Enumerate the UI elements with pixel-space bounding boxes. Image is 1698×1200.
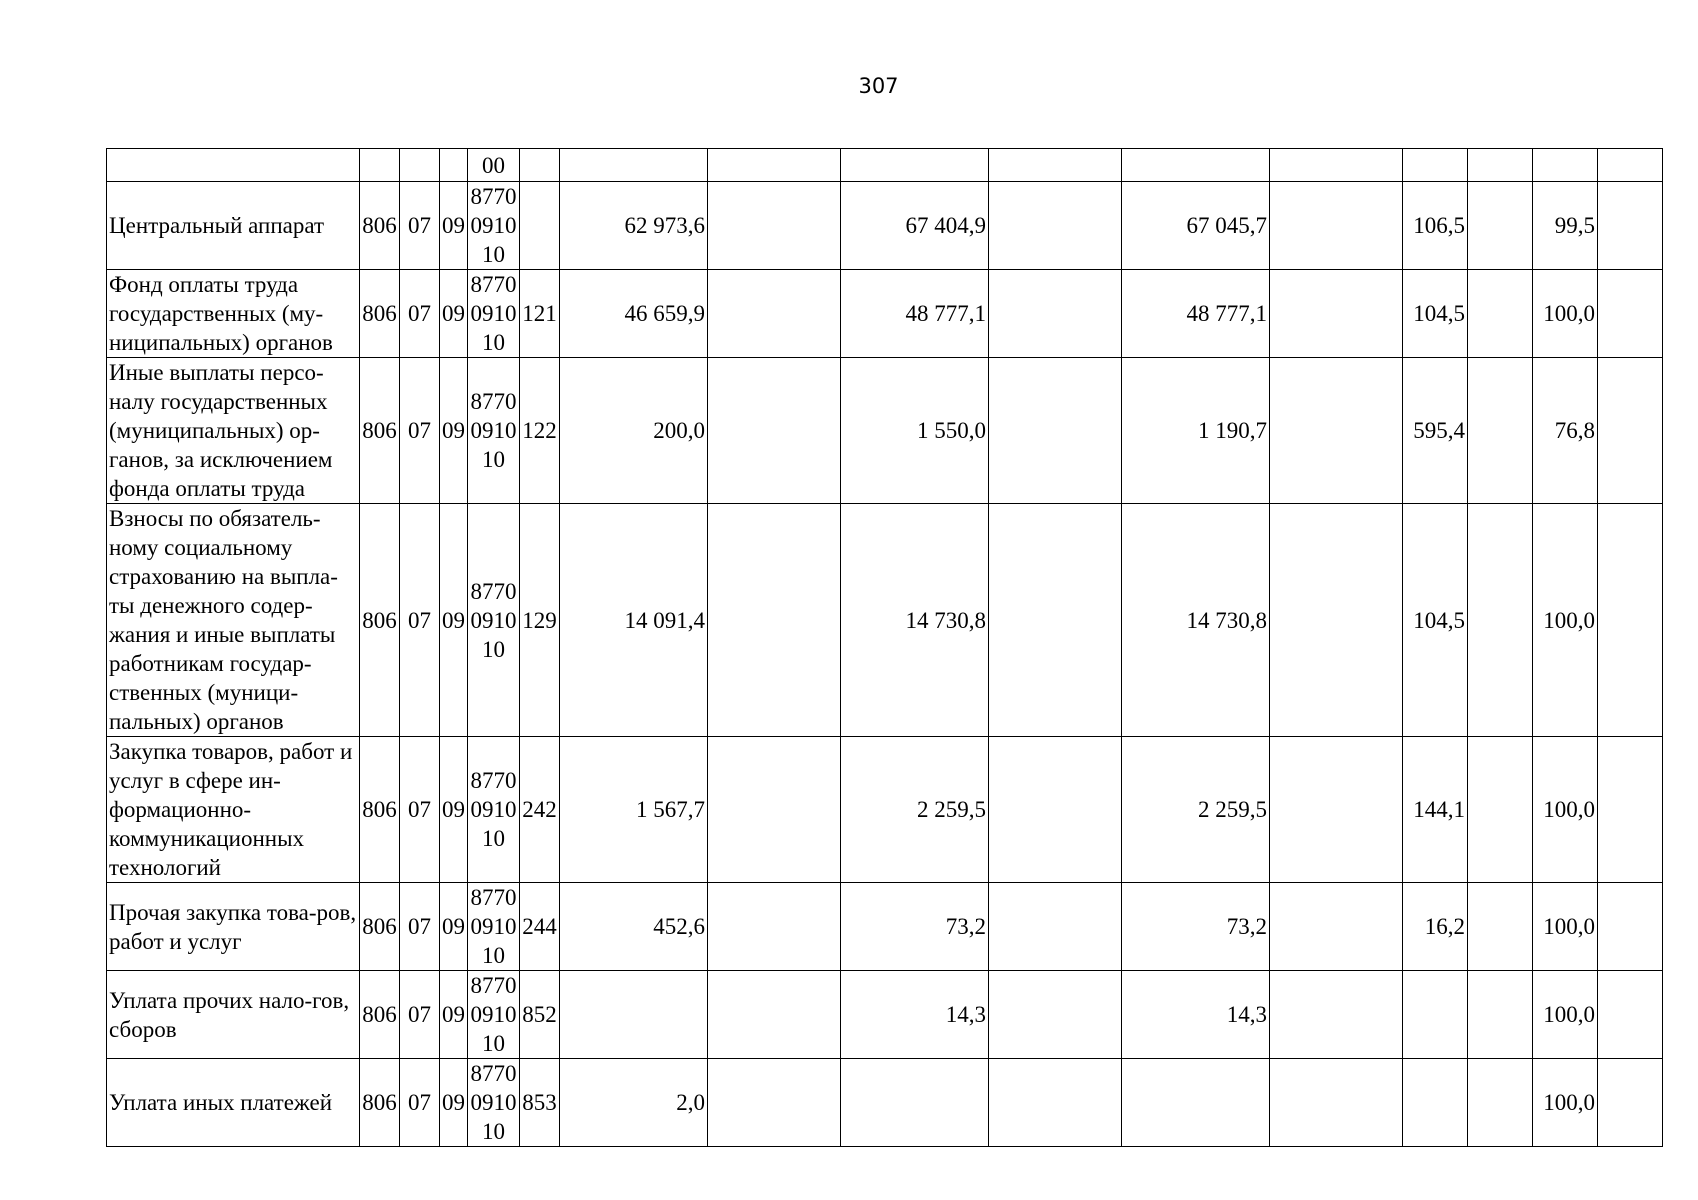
cell-value-3: [1122, 1059, 1270, 1147]
cell-spacer-3: [1270, 971, 1403, 1059]
csr-line: 8770: [470, 768, 517, 793]
cell-rz: 07: [400, 1059, 440, 1147]
cell-name: Закупка товаров, работ и услуг в сфере ин-формационно-коммуникационных технологий: [107, 737, 360, 883]
csr-line: 10: [482, 636, 505, 662]
cell-vr: 852: [520, 971, 560, 1059]
cell-spacer-2: [989, 149, 1122, 182]
csr-line: 0910: [470, 418, 517, 443]
cell-spacer-3: [1270, 737, 1403, 883]
cell-csr: [468, 504, 520, 737]
cell-value-1: 452,6: [560, 883, 708, 971]
cell-value-2: 14 730,8: [841, 504, 989, 737]
cell-vr: 242: [520, 737, 560, 883]
cell-pr: 09: [440, 358, 468, 504]
cell-value-1: [560, 149, 708, 182]
cell-name: Иные выплаты персо-налу государственных (муниципальных) ор-ганов, за исключением фонда оплаты труда: [107, 358, 360, 504]
cell-pr: 09: [440, 182, 468, 270]
cell-spacer-5: [1598, 1059, 1663, 1147]
table-row: [107, 270, 1663, 358]
table-row: [107, 737, 1663, 883]
table-row: [107, 883, 1663, 971]
cell-value-3: 48 777,1: [1122, 270, 1270, 358]
cell-vr: [520, 182, 560, 270]
cell-name: Фонд оплаты труда государственных (му-ниципальных) органов: [107, 270, 360, 358]
cell-spacer-3: [1270, 1059, 1403, 1147]
csr-line: 0910: [470, 797, 517, 822]
cell-spacer-1: [708, 358, 841, 504]
csr-line: 10: [482, 1031, 505, 1056]
cell-spacer-1: [708, 1059, 841, 1147]
csr-line: 0910: [470, 1002, 517, 1027]
cell-spacer-3: [1270, 270, 1403, 358]
cell-value-1: 200,0: [560, 358, 708, 504]
cell-spacer-1: [708, 504, 841, 737]
cell-percent-1: [1403, 1059, 1468, 1147]
csr-line: 0910: [470, 1090, 517, 1115]
cell-spacer-2: [989, 504, 1122, 737]
cell-spacer-4: [1468, 1059, 1533, 1147]
cell-spacer-4: [1468, 883, 1533, 971]
cell-value-3: 2 259,5: [1122, 737, 1270, 883]
cell-value-1: 1 567,7: [560, 737, 708, 883]
cell-value-3: 14 730,8: [1122, 504, 1270, 737]
csr-line: 8770: [470, 272, 517, 297]
cell-name: Уплата иных платежей: [107, 1059, 360, 1147]
cell-csr: [468, 358, 520, 504]
cell-percent-2: 76,8: [1533, 358, 1598, 504]
cell-csr: [468, 883, 520, 971]
cell-value-2: 73,2: [841, 883, 989, 971]
csr-line: 10: [482, 1119, 505, 1144]
csr-line: 10: [482, 943, 505, 968]
cell-percent-2: 100,0: [1533, 883, 1598, 971]
cell-spacer-1: [708, 971, 841, 1059]
cell-ved: 806: [360, 971, 400, 1059]
cell-percent-1: [1403, 149, 1468, 182]
cell-value-3: 67 045,7: [1122, 182, 1270, 270]
cell-rz: 07: [400, 182, 440, 270]
cell-spacer-5: [1598, 971, 1663, 1059]
cell-name: Уплата прочих нало-гов, сборов: [107, 971, 360, 1059]
cell-spacer-4: [1468, 270, 1533, 358]
cell-spacer-4: [1468, 737, 1533, 883]
cell-rz: 07: [400, 971, 440, 1059]
cell-spacer-1: [708, 149, 841, 182]
cell-value-2: 14,3: [841, 971, 989, 1059]
csr-line: 10: [482, 447, 505, 472]
cell-spacer-3: [1270, 883, 1403, 971]
cell-value-1: 62 973,6: [560, 182, 708, 270]
cell-vr: 244: [520, 883, 560, 971]
cell-percent-1: [1403, 971, 1468, 1059]
cell-csr: [468, 182, 520, 270]
cell-pr: 09: [440, 1059, 468, 1147]
cell-pr: [440, 149, 468, 182]
cell-percent-1: 104,5: [1403, 270, 1468, 358]
cell-value-1: 14 091,4: [560, 504, 708, 737]
cell-spacer-3: [1270, 149, 1403, 182]
cell-ved: 806: [360, 1059, 400, 1147]
cell-value-3: 73,2: [1122, 883, 1270, 971]
cell-spacer-1: [708, 182, 841, 270]
csr-line: 8770: [470, 578, 517, 604]
page-number: 307: [858, 74, 899, 98]
csr-line: 0910: [470, 213, 517, 238]
cell-csr: [468, 1059, 520, 1147]
cell-spacer-4: [1468, 358, 1533, 504]
table-row: [107, 971, 1663, 1059]
csr-line: 10: [482, 330, 505, 355]
cell-value-3: 1 190,7: [1122, 358, 1270, 504]
table-row-continuation: [107, 149, 1663, 182]
csr-line: 8770: [470, 184, 517, 209]
cell-percent-2: 100,0: [1533, 504, 1598, 737]
cell-spacer-1: [708, 270, 841, 358]
csr-line: 8770: [470, 885, 517, 910]
cell-value-1: 46 659,9: [560, 270, 708, 358]
cell-spacer-2: [989, 358, 1122, 504]
table-body: [107, 149, 1663, 1147]
cell-rz: 07: [400, 504, 440, 737]
cell-value-2: [841, 1059, 989, 1147]
cell-name: Центральный аппарат: [107, 182, 360, 270]
cell-name: Взносы по обязатель-ному социальному страхованию на выпла-ты денежного содер-жания и иные выплаты работникам государ-ственных (муници-пальных) органов: [107, 504, 360, 737]
cell-ved: 806: [360, 358, 400, 504]
cell-spacer-5: [1598, 270, 1663, 358]
cell-spacer-2: [989, 883, 1122, 971]
cell-spacer-5: [1598, 149, 1663, 182]
csr-line: 0910: [470, 607, 517, 633]
cell-ved: 806: [360, 504, 400, 737]
cell-percent-2: 100,0: [1533, 737, 1598, 883]
cell-percent-2: 100,0: [1533, 971, 1598, 1059]
table-row: [107, 1059, 1663, 1147]
cell-value-1: 2,0: [560, 1059, 708, 1147]
cell-csr: [468, 270, 520, 358]
csr-line: 0910: [470, 914, 517, 939]
cell-spacer-4: [1468, 182, 1533, 270]
cell-value-2: 67 404,9: [841, 182, 989, 270]
cell-spacer-1: [708, 883, 841, 971]
cell-pr: 09: [440, 971, 468, 1059]
cell-pr: 09: [440, 270, 468, 358]
cell-spacer-5: [1598, 182, 1663, 270]
cell-rz: 07: [400, 737, 440, 883]
cell-name: [107, 149, 360, 182]
cell-value-2: [841, 149, 989, 182]
cell-ved: 806: [360, 182, 400, 270]
cell-spacer-2: [989, 737, 1122, 883]
cell-csr: 00: [468, 149, 520, 182]
cell-spacer-2: [989, 971, 1122, 1059]
cell-ved: 806: [360, 270, 400, 358]
cell-vr: [520, 149, 560, 182]
cell-vr: 853: [520, 1059, 560, 1147]
table-row: [107, 358, 1663, 504]
cell-ved: 806: [360, 737, 400, 883]
csr-line: 8770: [470, 973, 517, 998]
cell-value-3: [1122, 149, 1270, 182]
cell-value-3: 14,3: [1122, 971, 1270, 1059]
cell-rz: [400, 149, 440, 182]
cell-spacer-3: [1270, 504, 1403, 737]
cell-percent-2: 99,5: [1533, 182, 1598, 270]
cell-spacer-2: [989, 1059, 1122, 1147]
csr-line: 8770: [470, 1061, 517, 1086]
cell-csr: [468, 971, 520, 1059]
csr-line: 0910: [470, 301, 517, 326]
cell-vr: 122: [520, 358, 560, 504]
table-row: [107, 504, 1663, 737]
cell-spacer-5: [1598, 883, 1663, 971]
cell-percent-2: [1533, 149, 1598, 182]
csr-line: 8770: [470, 389, 517, 414]
cell-name: Прочая закупка това-ров, работ и услуг: [107, 883, 360, 971]
cell-vr: 129: [520, 504, 560, 737]
cell-csr: [468, 737, 520, 883]
cell-rz: 07: [400, 270, 440, 358]
cell-percent-2: 100,0: [1533, 270, 1598, 358]
cell-spacer-3: [1270, 182, 1403, 270]
cell-pr: 09: [440, 883, 468, 971]
csr-line: 10: [482, 826, 505, 851]
cell-value-2: 48 777,1: [841, 270, 989, 358]
cell-percent-2: 100,0: [1533, 1059, 1598, 1147]
cell-percent-1: 144,1: [1403, 737, 1468, 883]
cell-spacer-4: [1468, 504, 1533, 737]
cell-value-1: [560, 971, 708, 1059]
budget-table: [106, 148, 1663, 1147]
cell-spacer-2: [989, 270, 1122, 358]
cell-spacer-5: [1598, 504, 1663, 737]
cell-value-2: 2 259,5: [841, 737, 989, 883]
cell-ved: 806: [360, 883, 400, 971]
cell-pr: 09: [440, 737, 468, 883]
cell-spacer-3: [1270, 358, 1403, 504]
cell-percent-1: 106,5: [1403, 182, 1468, 270]
table-row: [107, 182, 1663, 270]
cell-ved: [360, 149, 400, 182]
cell-pr: 09: [440, 504, 468, 737]
cell-rz: 07: [400, 358, 440, 504]
cell-percent-1: 104,5: [1403, 504, 1468, 737]
cell-rz: 07: [400, 883, 440, 971]
cell-spacer-4: [1468, 971, 1533, 1059]
cell-spacer-5: [1598, 358, 1663, 504]
cell-value-2: 1 550,0: [841, 358, 989, 504]
cell-percent-1: 595,4: [1403, 358, 1468, 504]
cell-vr: 121: [520, 270, 560, 358]
cell-spacer-4: [1468, 149, 1533, 182]
csr-line: 10: [482, 242, 505, 267]
cell-spacer-5: [1598, 737, 1663, 883]
cell-spacer-1: [708, 737, 841, 883]
cell-percent-1: 16,2: [1403, 883, 1468, 971]
cell-spacer-2: [989, 182, 1122, 270]
